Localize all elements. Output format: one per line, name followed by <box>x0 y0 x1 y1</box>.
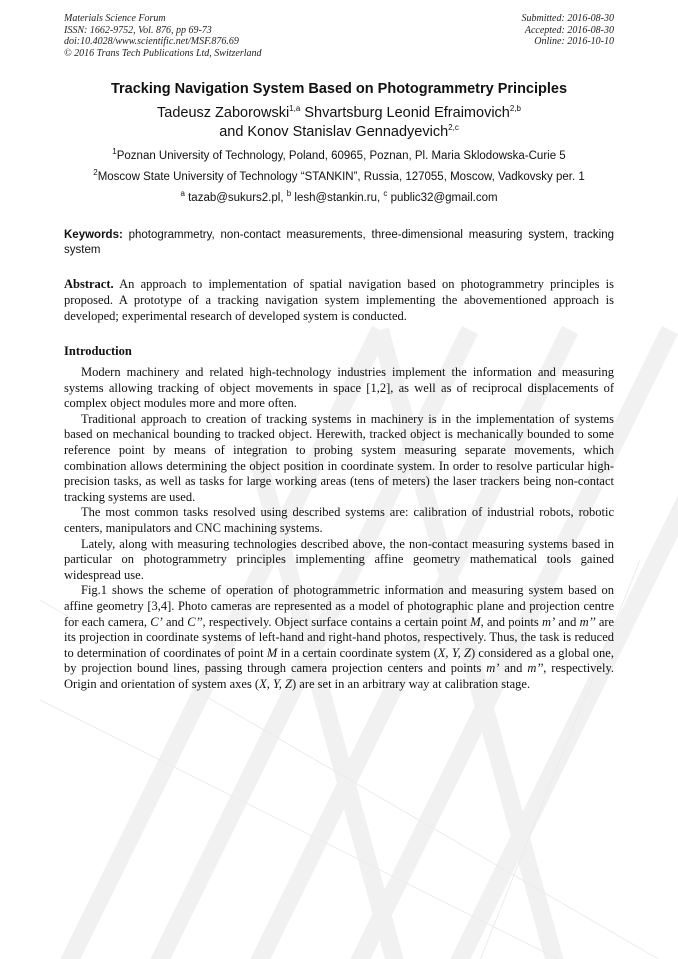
section-heading-introduction: Introduction <box>64 344 132 358</box>
paragraph: Traditional approach to creation of tracking systems in machinery is in the implementation of systems based on mechanical bounding to tracked object. Herewith, tracked object is mechanically bounded to some reference point by means of integration to probing system measuring separate movements, which combination allows determining the object position in coordinate system. In order to resolve particular high-precision tasks, as well as tasks for large working areas (tens of meters) the laser trackers being non-contact tracking systems are used. <box>64 411 614 504</box>
math-symbol: C’ <box>150 614 163 629</box>
email-link[interactable]: tazab@sukurs2.pl, <box>188 192 284 204</box>
author-list <box>40 104 638 142</box>
email-superscript: b <box>286 189 292 199</box>
paragraph: The most common tasks resolved using described systems are: calibration of industrial robots, robotic centers, manipulators and CNC machining systems. <box>64 505 614 535</box>
text-run: in a certain coordinate system ( <box>280 645 438 660</box>
text-run: ) are set in an arbitrary way at calibration stage. <box>292 676 531 691</box>
journal-name: Materials Science Forum <box>64 13 166 24</box>
issn-line: ISSN: 1662-9752, Vol. 876, pp 69-73 <box>64 24 212 36</box>
copyright-line: © 2016 Trans Tech Publications Ltd, Switzerland <box>64 47 262 59</box>
text-run: ) considered as a global one, by projection bound lines, passing through camera projection centers and points <box>64 645 614 676</box>
keywords-block <box>64 228 614 258</box>
email-link[interactable]: lesh@stankin.ru, <box>294 192 381 204</box>
text-run: , respectively. Origin and orientation of system axes ( <box>64 661 615 691</box>
affiliation-superscript: 2 <box>93 168 98 178</box>
author-conjunction: and <box>219 124 244 140</box>
math-symbol: M <box>470 614 481 629</box>
math-symbol: M <box>266 645 278 660</box>
author-superscript: 2,b <box>509 104 521 114</box>
email-link[interactable]: public32@gmail.com <box>390 192 498 204</box>
text-run: and <box>504 661 523 676</box>
online-date: Online: 2016-10-10 <box>534 36 614 47</box>
math-symbol: m’ <box>486 661 500 676</box>
text-run: , respectively. Object surface contains a certain point <box>202 614 468 629</box>
affiliation-superscript: 1 <box>112 147 117 157</box>
paragraph: Modern machinery and related high-technology industries implement the information and measuring systems allowing tracking of object movements in space [1,2], as well as of reciprocal displacements of complex object modules more and more often. <box>64 365 614 411</box>
affiliation-1 <box>40 147 638 162</box>
math-symbol: m’’ <box>527 661 544 676</box>
submitted-date: Submitted: 2016-08-30 <box>521 13 614 24</box>
author-name: Konov Stanislav Gennadyevich <box>247 124 449 140</box>
math-symbol: m’’ <box>579 614 596 629</box>
accepted-date: Accepted: 2016-08-30 <box>524 24 614 36</box>
text-run: are its projection in coordinate systems of left-hand and right-hand photos, respectively. Thus, the task is reduced to determination of coordinates of point <box>64 614 615 660</box>
abstract-label: Abstract. <box>64 277 114 291</box>
text-run: and <box>165 614 185 629</box>
paper-title: Tracking Navigation System Based on Photogrammetry Principles <box>110 81 568 97</box>
author-name: Shvartsburg Leonid Efraimovich <box>304 105 510 121</box>
affiliation-text: Moscow State University of Technology “STANKIN”, Russia, 127055, Moscow, Vadkovsky per. 1 <box>97 171 585 183</box>
doi-line: doi:10.4028/www.scientific.net/MSF.876.69 <box>64 36 239 47</box>
email-superscript: c <box>383 189 388 199</box>
math-symbol: C’’ <box>187 614 203 629</box>
author-superscript: 1,a <box>289 104 301 114</box>
abstract-block <box>64 277 614 324</box>
text-run: and <box>558 614 577 629</box>
math-symbol: X, Y, Z <box>437 645 471 660</box>
math-symbol: m’ <box>541 614 556 629</box>
math-symbol: X, Y, Z <box>259 676 292 691</box>
keywords-label: Keywords: <box>64 229 123 241</box>
email-line <box>40 189 638 204</box>
author-superscript: 2,c <box>448 123 459 133</box>
author-name: Tadeusz Zaborowski <box>157 105 290 121</box>
affiliation-2 <box>40 168 638 183</box>
text-run: Fig.1 shows the scheme of operation of photogrammetric information and measuring system based on affine geometry [3,4]. Photo cameras are represented as a model of photographic plane and projection centre for each camera, <box>64 583 614 629</box>
author-line-2 <box>40 123 638 142</box>
affiliation-text: Poznan University of Technology, Poland, 60965, Poznan, Pl. Maria Sklodowska-Curie 5 <box>116 150 566 162</box>
introduction-body <box>64 365 614 692</box>
author-line-1 <box>40 104 638 123</box>
text-run: , and points <box>480 614 539 629</box>
publication-dates <box>522 13 615 48</box>
paragraph: Lately, along with measuring technologies described above, the non-contact measuring systems based in particular on photogrammetry principles implementing affine geometry mathematical tools gained widespread use. <box>64 536 614 582</box>
journal-info <box>64 13 262 59</box>
email-superscript: a <box>180 189 185 199</box>
paragraph-fig1 <box>64 583 614 692</box>
keywords-text: photogrammetry, non-contact measurements, three-dimensional measuring system, tracking system <box>64 229 614 256</box>
abstract-text: An approach to implementation of spatial navigation based on photogrammetry principles is proposed. A prototype of a tracking navigation system implementing the abovementioned approach is developed; experimental research of developed system is conducted. <box>64 277 614 323</box>
